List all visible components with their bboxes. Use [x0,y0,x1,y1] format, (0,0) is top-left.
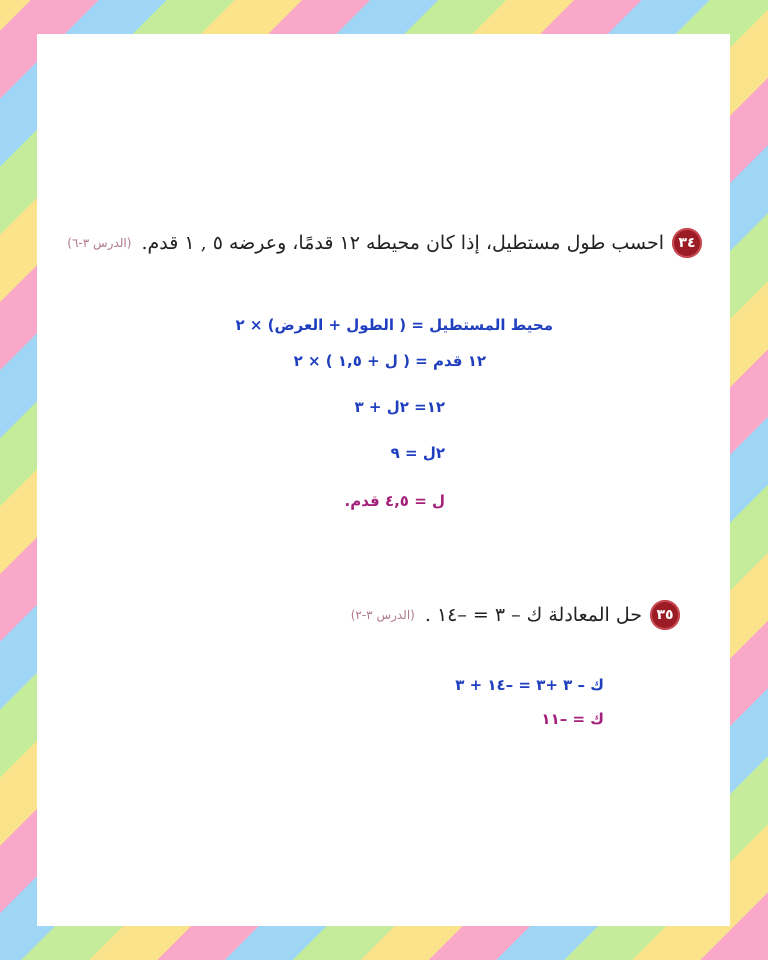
problem-35 [351,600,680,630]
solution-answer: ل = ٤,٥ قدم. [344,492,445,510]
lesson-reference: (الدرس ٣-٢) [350,608,415,622]
worksheet-page [37,34,730,926]
problem-text: احسب طول مستطيل، إذا كان محيطه ١٢ قدمًا، وعرضه ٥ , ١ قدم. [141,232,664,254]
solution-line: ١٢= ٢ل + ٣ [354,398,445,416]
solution-line: محيط المستطيل = ( الطول + العرض) × ٢ [235,316,553,334]
solution-line: ك – ٣ +٣ = –١٤ + ٣ [455,676,604,694]
lesson-reference: (الدرس ٣-٦) [67,236,132,250]
solution-line: ٢ل = ٩ [390,444,445,462]
problem-number-badge: ٣٤ [672,228,702,258]
problem-text: حل المعادلة ك – ٣ = –١٤ . [424,604,642,626]
solution-line: ١٢ قدم = ( ل + ١,٥ ) × ٢ [293,352,486,370]
problem-number-badge: ٣٥ [650,600,680,630]
solution-answer: ك = –١١ [541,710,604,728]
problem-34 [67,228,702,258]
